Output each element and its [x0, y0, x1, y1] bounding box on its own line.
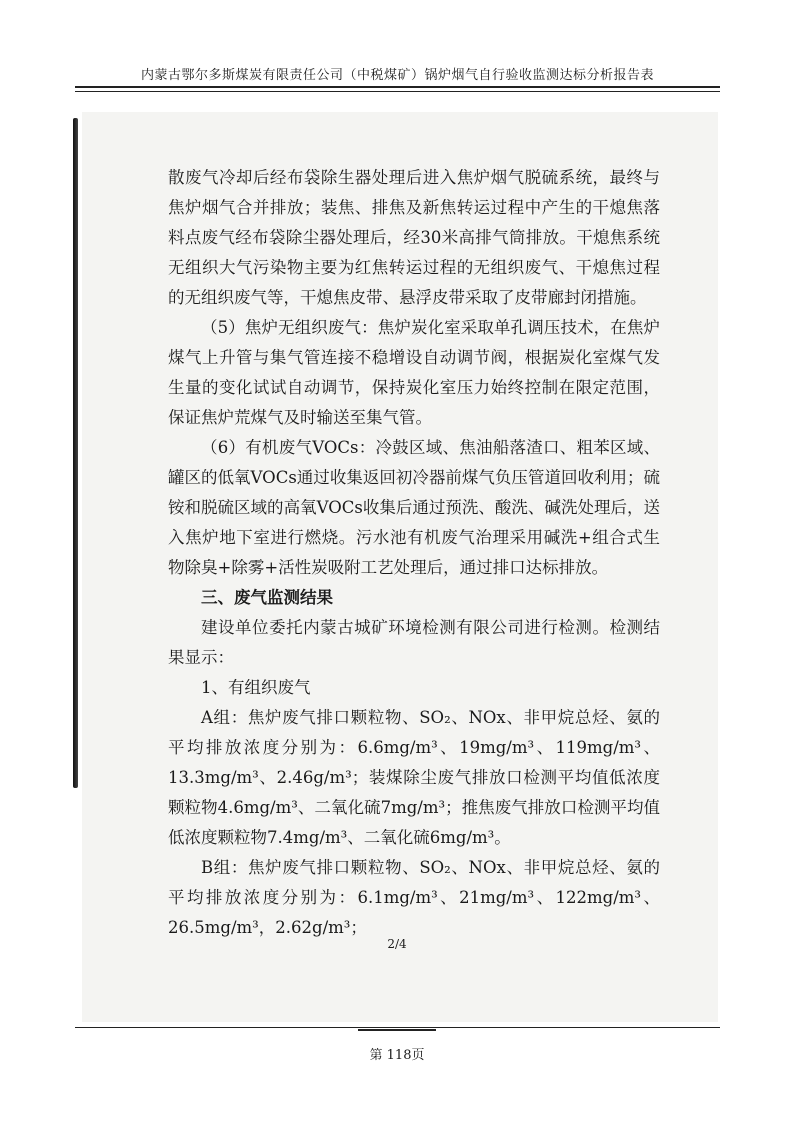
scan-shadow-edge — [73, 118, 78, 788]
page-header: 内蒙古鄂尔多斯煤炭有限责任公司（中税煤矿）锅炉烟气自行验收监测达标分析报告表 — [140, 68, 654, 83]
footer-page-label: 第 118页 — [369, 1048, 425, 1063]
paragraph-monitoring-intro: 建设单位委托内蒙古城矿环境检测有限公司进行检测。检测结果显示： — [168, 618, 660, 667]
section-heading: 三、废气监测结果 — [201, 588, 333, 607]
document-body — [168, 163, 660, 943]
paragraph-coke-oven-fugitive: （5）焦炉无组织废气：焦炉炭化室采取单孔调压技术，在焦炉煤气上升管与集气管连接不稳增设自动调节阀，根据炭化室煤气发生量的变化试试自动调节，保持炭化室压力始终控制在限定范围，保证焦炉荒煤气及时输送至集气管。 — [168, 318, 660, 427]
inner-page-number: 2/4 — [387, 937, 407, 951]
footer-rule — [75, 1027, 720, 1028]
header-rule-thick — [75, 86, 720, 88]
paragraph-organic-vocs: （6）有机废气VOCs：冷鼓区域、焦油船落渣口、粗苯区域、罐区的低氧VOCs通过收集返回初冷器前煤气负压管道回收利用；硫铵和脱硫区域的高氧VOCs收集后通过预洗、酸洗、碱洗处理后，送入焦炉地下室进行燃烧。污水池有机废气治理采用碱洗+组合式生物除臭+除雾+活性炭吸附工艺处理后，通过排口达标排放。 — [168, 438, 660, 577]
subheading-organized-emissions: 1、有组织废气 — [201, 678, 311, 697]
header-rule-thin — [75, 91, 720, 92]
paragraph-group-a: A组：焦炉废气排口颗粒物、SO₂、NOx、非甲烷总烃、氨的平均排放浓度分别为：6.6mg/m³、19mg/m³、119mg/m³、13.3mg/m³、2.46g/m³；装煤除尘废气排放口检测平均值低浓度颗粒物4.6mg/m³、二氧化硫7mg/m³；推焦废气排放口检测平均值低浓度颗粒物7.4mg/m³、二氧化硫6mg/m³。 — [168, 708, 660, 847]
footer-rule-accent — [358, 1029, 436, 1031]
paragraph-group-b: B组：焦炉废气排口颗粒物、SO₂、NOx、非甲烷总烃、氨的平均排放浓度分别为：6.1mg/m³、21mg/m³、122mg/m³、26.5mg/m³，2.62g/m³； — [168, 858, 660, 937]
paragraph-continuation: 散废气冷却后经布袋除生器处理后进入焦炉烟气脱硫系统，最终与焦炉烟气合并排放；装焦、排焦及新焦转运过程中产生的干熄焦落料点废气经布袋除尘器处理后，经30米高排气筒排放。干熄焦系统无组织大气污染物主要为红焦转运过程的无组织废气、干熄焦过程的无组织废气等，干熄焦皮带、悬浮皮带采取了皮带廊封闭措施。 — [168, 168, 660, 307]
